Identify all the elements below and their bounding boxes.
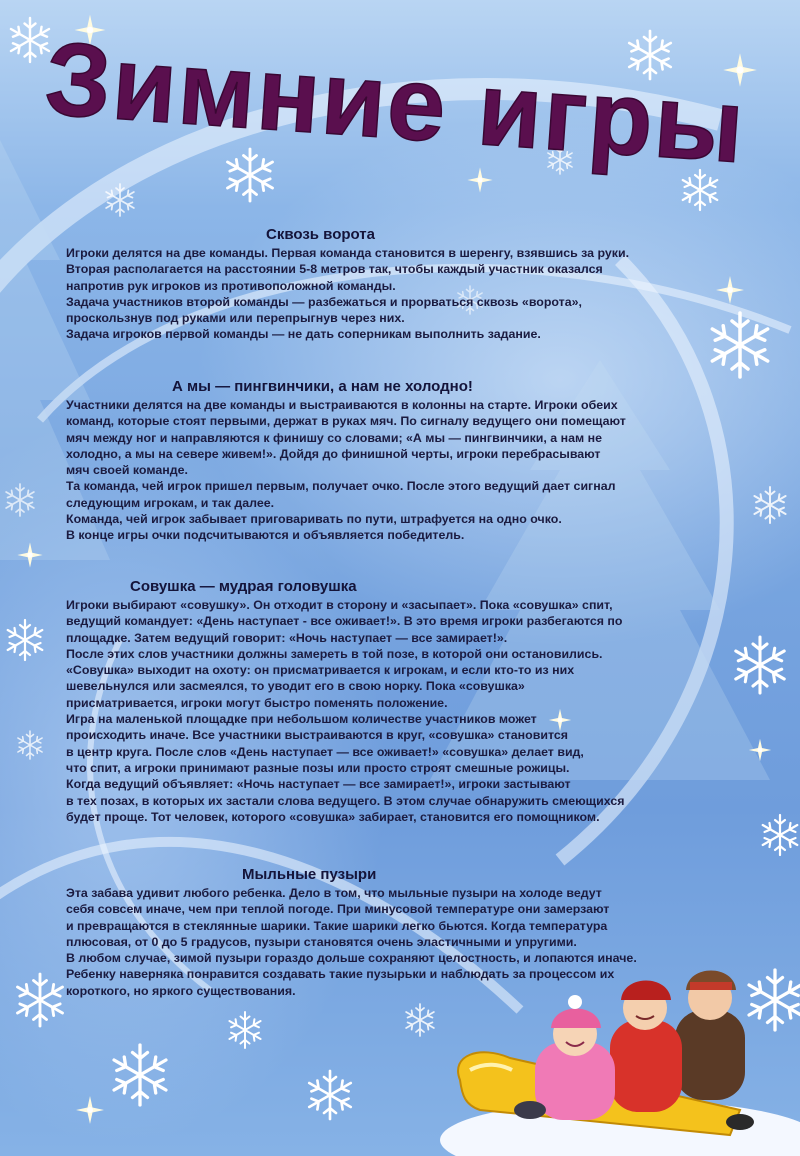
section-line: Ребенку наверняка понравится создавать такие пузырьки и наблюдать за процессом их: [66, 967, 615, 982]
poster-title: [0, 0, 800, 190]
section-line: мяч своей команде.: [66, 463, 188, 478]
section-sovushka: [66, 578, 732, 825]
children-on-sled-illustration: [440, 950, 800, 1156]
section-line: Участники делятся на две команды и выстраиваются в колонны на старте. Игроки обеих: [66, 398, 618, 412]
section-line: Игроки делятся на две команды. Первая команда становится в шеренгу, взявшись за руки.: [66, 246, 630, 260]
section-line: Игроки выбирают «совушку». Он отходит в сторону и «засыпает». Пока «совушка» спит,: [66, 598, 613, 612]
section-line: Задача игроков первой команды — не дать соперникам выполнить задание.: [66, 327, 541, 342]
section-line: напротив рук игроков из противоположной команды.: [66, 278, 396, 293]
section-line: присматривается, игроки могут быстро поменять положение.: [66, 695, 448, 710]
section-line: плюсовая, от 0 до 5 градусов, пузыри становятся очень эластичными и упругими.: [66, 934, 577, 949]
section-line: в центр круга. После слов «День наступает — все оживает!» «совушка» делает вид,: [66, 744, 584, 759]
section-line: Игра на маленькой площадке при небольшом количестве участников может: [66, 712, 537, 727]
section-line: короткого, но яркого существования.: [66, 983, 296, 998]
section-line: площадке. Затем ведущий говорит: «Ночь наступает — все замирает!».: [66, 630, 508, 645]
section-line: Команда, чей игрок забывает приговаривать по пути, штрафуется на одно очко.: [66, 512, 562, 527]
section-line: Задача участников второй команды — разбежаться и прорваться сквозь «ворота»,: [66, 294, 582, 309]
section-line: что спит, а игроки принимают разные позы или просто строят смешные рожицы.: [66, 760, 570, 775]
section-heading: Мыльные пузыри: [242, 866, 377, 883]
section-line: шевельнулся или засмеялся, то уводит его в свою норку. Пока «совушка»: [66, 679, 525, 694]
section-line: «Совушка» выходит на охоту: он присматривается к игрокам, и если кто-то из них: [66, 663, 575, 678]
section-line: в тех позах, в которых их застали слова ведущего. В этом случае обнаружить смеющихся: [66, 793, 625, 808]
section-line: и превращаются в стеклянные шарики. Такие шарики легко бьются. Когда температура: [66, 918, 608, 933]
section-heading: Сквозь ворота: [266, 226, 375, 243]
section-line: Вторая располагается на расстоянии 5-8 метров так, чтобы каждый участник оказался: [66, 262, 603, 277]
section-line: Когда ведущий объявляет: «Ночь наступает — все замирает!», игроки застывают: [66, 777, 571, 792]
section-line: следующим игрокам, и так далее.: [66, 495, 275, 510]
section-heading: Совушка — мудрая головушка: [130, 578, 357, 595]
section-line: будет проще. Тот человек, которого «совушка» забирает, становится его помощником.: [66, 809, 600, 824]
section-line: В конце игры очки подсчитываются и объявляется победитель.: [66, 528, 465, 543]
section-line: происходить иначе. Все участники выстраиваются в круг, «совушка» становится: [66, 728, 568, 743]
section-line: проскользнув под руками или перепрыгнув через них.: [66, 311, 405, 326]
section-line: Та команда, чей игрок пришел первым, получает очко. После этого ведущий дает сигнал: [66, 479, 616, 494]
section-heading: А мы — пингвинчики, а нам не холодно!: [172, 378, 473, 395]
title-text: Зимние игры: [41, 20, 750, 186]
section-line: себя совсем иначе, чем при теплой погоде. При минусовой температуре они замерзают: [66, 902, 610, 917]
section-line: холодно, а мы на севере живем!». Дойдя до финишной черты, игроки перебрасывают: [66, 446, 601, 461]
section-line: В любом случае, зимой пузыри гораздо дольше сохраняют целостность, и лопаются иначе.: [66, 951, 637, 966]
section-skvoz-vorota: [66, 226, 732, 343]
section-line: команд, которые стоят первыми, держат в руках мяч. По сигналу ведущего они помещают: [66, 414, 626, 429]
section-line: ведущий командует: «День наступает - все оживает!». В это время игроки разбегаются по: [66, 614, 623, 629]
section-pingvinchiki: [66, 378, 732, 544]
section-line: После этих слов участники должны замереть в той позе, в которой они остановились.: [66, 646, 603, 661]
section-line: мяч между ног и направляются к финишу со словами; «А мы — пингвинчики, а нам не: [66, 430, 602, 445]
section-line: Эта забава удивит любого ребенка. Дело в том, что мыльные пузыри на холоде ведут: [66, 886, 602, 900]
